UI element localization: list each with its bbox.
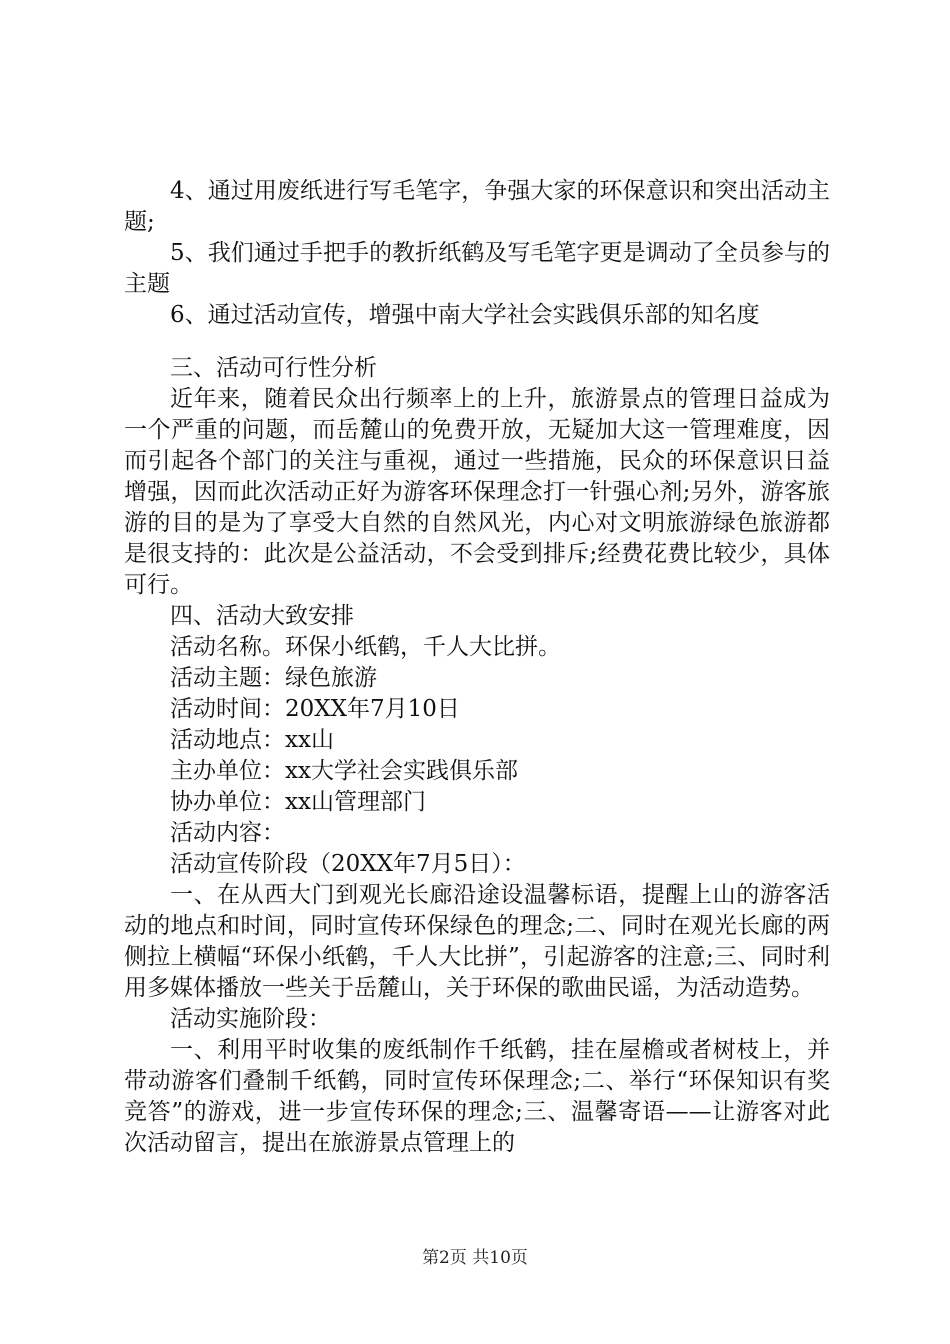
section-heading-arrangement: 四、活动大致安排 (170, 603, 354, 629)
document-body (124, 176, 830, 1159)
implementation-stage-heading: 活动实施阶段： (170, 1006, 331, 1032)
paragraph-item-6: 6、通过活动宣传，增强中南大学社会实践俱乐部的知名度 (170, 302, 760, 328)
activity-location: 活动地点：xx山 (170, 727, 334, 753)
paragraph-item-4: 4、通过用废纸进行写毛笔字，争强大家的环保意识和突出活动主题; (124, 178, 830, 235)
activity-content-label: 活动内容： (170, 820, 285, 846)
implementation-stage-text: 一、利用平时收集的废纸制作千纸鹤，挂在屋檐或者树枝上，并带动游客们叠制千纸鹤，同时宣传环保理念;二、举行“环保知识有奖竞答”的游戏，进一步宣传环保的理念;三、温馨寄语——让游客对此次活动留言，提出在旅游景点管理上的 (124, 1037, 830, 1156)
organizer: 主办单位：xx大学社会实践俱乐部 (170, 758, 518, 784)
paragraph-feasibility: 近年来，随着民众出行频率上的上升，旅游景点的管理日益成为一个严重的问题，而岳麓山的免费开放，无疑加大这一管理难度，因而引起各个部门的关注与重视，通过一些措施，民众的环保意识日益增强，因而此次活动正好为游客环保理念打一针强心剂;另外，游客旅游的目的是为了享受大自然的自然风光，内心对文明旅游绿色旅游都是很支持的：此次是公益活动，不会受到排斥;经费花费比较少，具体可行。 (124, 386, 830, 598)
co-organizer: 协办单位：xx山管理部门 (170, 789, 426, 815)
activity-theme: 活动主题：绿色旅游 (170, 665, 377, 691)
paragraph-item-5: 5、我们通过手把手的教折纸鹤及写毛笔字更是调动了全员参与的主题 (124, 240, 830, 297)
promotion-stage-text: 一、在从西大门到观光长廊沿途设温馨标语，提醒上山的游客活动的地点和时间，同时宣传环保绿色的理念;二、同时在观光长廊的两侧拉上横幅“环保小纸鹤，千人大比拼”，引起游客的注意;三、同时利用多媒体播放一些关于岳麓山，关于环保的歌曲民谣，为活动造势。 (124, 882, 830, 1001)
activity-time: 活动时间：20XX年7月10日 (170, 696, 460, 722)
promotion-stage-heading: 活动宣传阶段（20XX年7月5日）： (170, 851, 526, 877)
activity-name: 活动名称。环保小纸鹤，千人大比拼。 (170, 634, 561, 660)
section-heading-feasibility: 三、活动可行性分析 (170, 355, 377, 381)
page-number-footer: 第2页 共10页 (422, 1248, 528, 1268)
